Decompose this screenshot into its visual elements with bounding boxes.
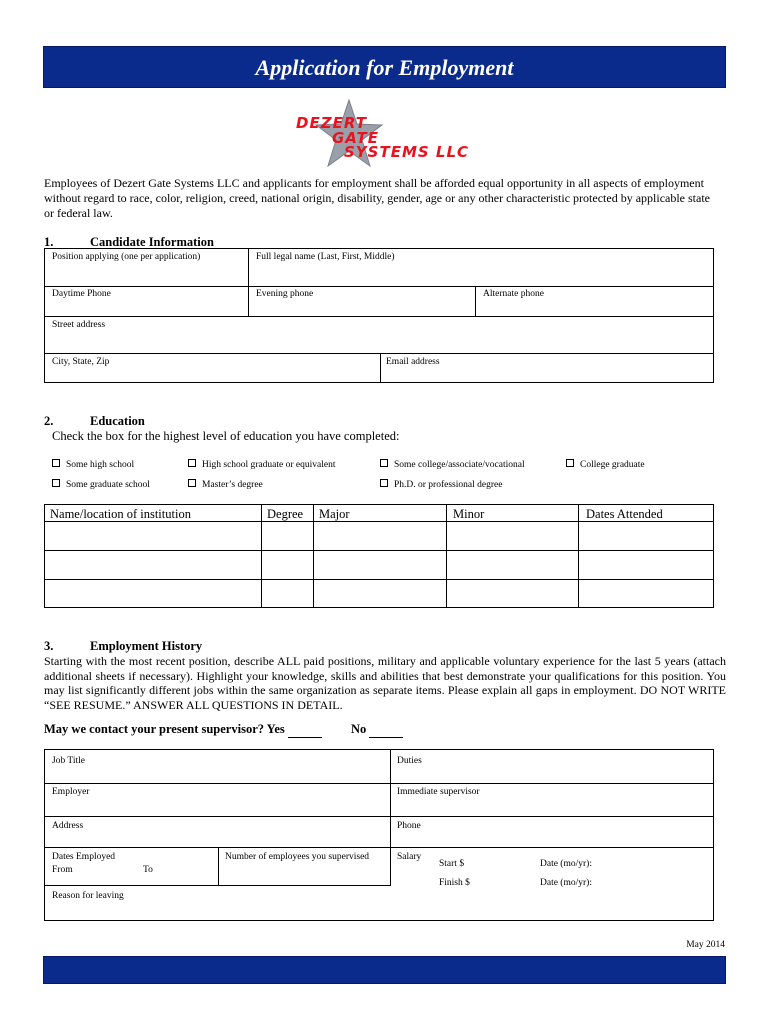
education-row-3[interactable] bbox=[45, 580, 713, 607]
checkbox-masters-degree[interactable]: Master’s degree bbox=[188, 479, 263, 491]
email-field[interactable]: Email address bbox=[386, 357, 440, 367]
checkbox-icon[interactable] bbox=[188, 479, 196, 487]
no-label: No bbox=[351, 722, 367, 736]
col-degree: Degree bbox=[267, 507, 304, 521]
employment-history-description: Starting with the most recent position, describe ALL paid positions, military and applicable voluntary experience for the last 5 years (attach additional sheets if necessary). Highlight your knowledge, skills and abilities that best demonstrate your qualifications for this position. You may list significantly different jobs within the same organization as separate items. Please explain all gaps in employment. DO NOT WRITE “SEE RESUME.” ANSWER ALL QUESTIONS IN DETAIL. bbox=[44, 654, 726, 712]
finish-date-field[interactable]: Date (mo/yr): bbox=[540, 878, 592, 888]
checkbox-icon[interactable] bbox=[380, 479, 388, 487]
education-instruction: Check the box for the highest level of education you have completed: bbox=[52, 429, 400, 443]
to-field[interactable]: To bbox=[143, 865, 153, 875]
address-field[interactable]: Address bbox=[52, 821, 84, 831]
checkbox-icon[interactable] bbox=[380, 459, 388, 467]
education-row-2[interactable] bbox=[45, 551, 713, 579]
checkbox-some-graduate-school[interactable]: Some graduate school bbox=[52, 479, 150, 491]
section-2-number: 2. bbox=[44, 414, 54, 428]
position-field[interactable]: Position applying (one per application) bbox=[52, 252, 201, 262]
logo-line-2: GATE bbox=[332, 129, 379, 147]
section-1-title: Candidate Information bbox=[90, 235, 214, 249]
checkbox-some-college[interactable]: Some college/associate/vocational bbox=[380, 459, 525, 471]
logo-line-1: DEZERT bbox=[296, 114, 367, 132]
col-minor: Minor bbox=[453, 507, 485, 521]
section-3-number: 3. bbox=[44, 639, 54, 653]
duties-field[interactable]: Duties bbox=[397, 756, 422, 766]
checkbox-icon[interactable] bbox=[188, 459, 196, 467]
employer-field[interactable]: Employer bbox=[52, 787, 90, 797]
daytime-phone-field[interactable]: Daytime Phone bbox=[52, 289, 111, 299]
start-salary-field[interactable]: Start $ bbox=[439, 859, 465, 869]
evening-phone-field[interactable]: Evening phone bbox=[256, 289, 314, 299]
col-major: Major bbox=[319, 507, 350, 521]
full-name-field[interactable]: Full legal name (Last, First, Middle) bbox=[256, 252, 395, 262]
company-logo bbox=[290, 98, 480, 170]
section-2-title: Education bbox=[90, 414, 145, 428]
street-address-field[interactable]: Street address bbox=[52, 320, 106, 330]
checkbox-icon[interactable] bbox=[566, 459, 574, 467]
num-employees-field[interactable]: Number of employees you supervised bbox=[225, 852, 370, 862]
checkbox-phd[interactable]: Ph.D. or professional degree bbox=[380, 479, 502, 491]
no-blank[interactable] bbox=[369, 722, 403, 738]
no-option bbox=[351, 722, 403, 738]
alternate-phone-field[interactable]: Alternate phone bbox=[483, 289, 544, 299]
from-field[interactable]: From bbox=[52, 865, 73, 875]
job-title-field[interactable]: Job Title bbox=[52, 756, 86, 766]
checkbox-some-high-school[interactable]: Some high school bbox=[52, 459, 134, 471]
yes-blank[interactable] bbox=[288, 722, 322, 738]
section-3-title: Employment History bbox=[90, 639, 203, 653]
col-institution: Name/location of institution bbox=[50, 507, 191, 521]
header-banner bbox=[43, 46, 726, 88]
education-row-1[interactable] bbox=[45, 522, 713, 550]
salary-label: Salary bbox=[397, 852, 422, 862]
revision-date: May 2014 bbox=[686, 940, 725, 950]
yes-label: Yes bbox=[266, 722, 285, 736]
col-dates-attended: Dates Attended bbox=[586, 507, 663, 521]
logo-line-3: SYSTEMS LLC bbox=[344, 143, 470, 161]
finish-salary-field[interactable]: Finish $ bbox=[439, 878, 470, 888]
employment-grid bbox=[44, 749, 714, 921]
city-state-zip-field[interactable]: City, State, Zip bbox=[52, 357, 110, 367]
start-date-field[interactable]: Date (mo/yr): bbox=[540, 859, 592, 869]
checkbox-college-graduate[interactable]: College graduate bbox=[566, 459, 645, 471]
immediate-supervisor-field[interactable]: Immediate supervisor bbox=[397, 787, 480, 797]
checkbox-icon[interactable] bbox=[52, 479, 60, 487]
section-1-number: 1. bbox=[44, 235, 54, 249]
contact-supervisor-question: May we contact your present supervisor? Yes bbox=[44, 722, 322, 738]
footer-banner bbox=[43, 956, 726, 984]
reason-for-leaving-field[interactable]: Reason for leaving bbox=[52, 891, 124, 901]
checkbox-high-school-graduate[interactable]: High school graduate or equivalent bbox=[188, 459, 336, 471]
dates-employed-label: Dates Employed bbox=[52, 852, 116, 862]
eeo-statement: Employees of Dezert Gate Systems LLC and applicants for employment shall be afforded equal opportunity in all aspects of employment without regard to race, color, religion, creed, national origin, disability, gender, age or any other characteristic protected by applicable state or federal law. bbox=[44, 176, 710, 220]
page-title: Application for Employment bbox=[255, 55, 514, 80]
phone-field[interactable]: Phone bbox=[397, 821, 421, 831]
checkbox-icon[interactable] bbox=[52, 459, 60, 467]
